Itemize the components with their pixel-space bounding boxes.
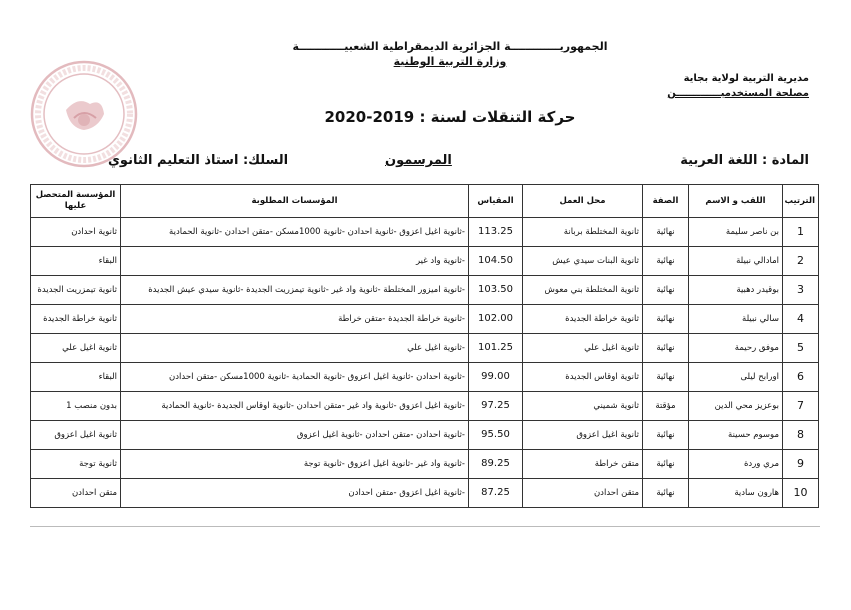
quality-cell: نهائية (643, 276, 689, 305)
name-cell: موفق رحيمة (689, 334, 783, 363)
workplace-cell: ثانوية اغيل اعزوق (523, 421, 643, 450)
name-cell: بوقيدر دهبية (689, 276, 783, 305)
col-score-header: المقياس (469, 185, 523, 218)
requested-cell: -ثانوية اغيل اعزوق -ثانوية احدادن -ثانوية 1000مسكن -متقن احدادن -ثانوية الحمادية (121, 218, 469, 247)
requested-cell: -ثانوية واد غير -ثانوية اغيل اعزوق -ثانوية توجة (121, 450, 469, 479)
service-label: مصلحة المستخدميـــــــــــــن (667, 88, 809, 99)
workplace-cell: ثانوية اوقاس الجديدة (523, 363, 643, 392)
quality-cell: نهائية (643, 479, 689, 508)
name-cell: بن ناصر سليمة (689, 218, 783, 247)
name-cell: سالي نبيلة (689, 305, 783, 334)
obtained-cell: ثانوية توجة (31, 450, 121, 479)
table-row (31, 392, 819, 421)
obtained-cell: متقن احدادن (31, 479, 121, 508)
score-cell: 95.50 (469, 421, 523, 450)
score-cell: 103.50 (469, 276, 523, 305)
table-row (31, 479, 819, 508)
requested-cell: -ثانوية واد غير (121, 247, 469, 276)
corps-label: السلك: استاذ التعليم الثانوي (108, 153, 289, 168)
workplace-cell: ثانوية شميني (523, 392, 643, 421)
rank-cell: 6 (783, 363, 819, 392)
rank-cell: 8 (783, 421, 819, 450)
directorate-label: مديرية التربية لولاية بجاية (683, 73, 809, 84)
table-row (31, 334, 819, 363)
quality-cell: مؤقتة (643, 392, 689, 421)
requested-cell: -ثانوية اغيل اعزوق -متقن احدادن (121, 479, 469, 508)
name-cell: بوعزيز محي الدين (689, 392, 783, 421)
workplace-cell: ثانوية المختلطة بربانة (523, 218, 643, 247)
rank-cell: 9 (783, 450, 819, 479)
workplace-cell: ثانوية اغيل علي (523, 334, 643, 363)
rank-cell: 4 (783, 305, 819, 334)
obtained-cell: البقاء (31, 363, 121, 392)
name-cell: امادالي نبيلة (689, 247, 783, 276)
rank-cell: 1 (783, 218, 819, 247)
status-label: المرسمون (385, 153, 452, 168)
name-cell: هارون سادية (689, 479, 783, 508)
col-name-header: اللقب و الاسم (689, 185, 783, 218)
workplace-cell: متقن خراطة (523, 450, 643, 479)
official-stamp-icon (28, 58, 140, 170)
quality-cell: نهائية (643, 218, 689, 247)
obtained-cell: بدون منصب 1 (31, 392, 121, 421)
requested-cell: -ثانوية احدادن -متقن احدادن -ثانوية اغيل اعزوق (121, 421, 469, 450)
requested-cell: -ثانوية اغيل علي (121, 334, 469, 363)
table-row (31, 363, 819, 392)
quality-cell: نهائية (643, 305, 689, 334)
rank-cell: 10 (783, 479, 819, 508)
obtained-cell: ثانوية اغيل اعزوق (31, 421, 121, 450)
transfer-table (30, 184, 819, 508)
subject-label: المادة : اللغة العربية (680, 153, 809, 168)
rank-cell: 5 (783, 334, 819, 363)
rank-cell: 2 (783, 247, 819, 276)
table-row (31, 247, 819, 276)
workplace-cell: ثانوية خراطة الجديدة (523, 305, 643, 334)
score-cell: 87.25 (469, 479, 523, 508)
obtained-cell: البقاء (31, 247, 121, 276)
table-row (31, 218, 819, 247)
score-cell: 89.25 (469, 450, 523, 479)
table-row (31, 305, 819, 334)
score-cell: 99.00 (469, 363, 523, 392)
col-workplace-header: محل العمل (523, 185, 643, 218)
table-row (31, 421, 819, 450)
quality-cell: نهائية (643, 450, 689, 479)
requested-cell: -ثانوية اميزور المختلطة -ثانوية واد غير -ثانوية تيمزريت الجديدة -ثانوية سيدي عيش الجديدة (121, 276, 469, 305)
col-requested-header: المؤسسات المطلوبة (121, 185, 469, 218)
requested-cell: -ثانوية خراطة الجديدة -متقن خراطة (121, 305, 469, 334)
table-header-row (31, 185, 819, 218)
col-obtained-header: المؤسسة المتحصل عليها (31, 185, 121, 218)
col-rank-header: الترتيب (783, 185, 819, 218)
col-quality-header: الصفة (643, 185, 689, 218)
republic-heading: الجمهوريـــــــــــــة الجزائرية الديمقراطية الشعبيــــــــــــة (292, 40, 608, 53)
quality-cell: نهائية (643, 421, 689, 450)
workplace-cell: ثانوية المختلطة بني معوش (523, 276, 643, 305)
obtained-cell: ثانوية خراطة الجديدة (31, 305, 121, 334)
name-cell: موسوم حسينة (689, 421, 783, 450)
requested-cell: -ثانوية احدادن -ثانوية اغيل اعزوق -ثانوية الحمادية -ثانوية 1000مسكن -متقن احدادن (121, 363, 469, 392)
obtained-cell: ثانوية تيمزريت الجديدة (31, 276, 121, 305)
quality-cell: نهائية (643, 363, 689, 392)
quality-cell: نهائية (643, 247, 689, 276)
score-cell: 104.50 (469, 247, 523, 276)
name-cell: اورابح ليلى (689, 363, 783, 392)
quality-cell: نهائية (643, 334, 689, 363)
page-title: حركة التنقلات لسنة : 2019-2020 (324, 108, 576, 126)
workplace-cell: متقن احدادن (523, 479, 643, 508)
score-cell: 97.25 (469, 392, 523, 421)
score-cell: 101.25 (469, 334, 523, 363)
rank-cell: 3 (783, 276, 819, 305)
table-row (31, 450, 819, 479)
obtained-cell: ثانوية اغيل علي (31, 334, 121, 363)
rank-cell: 7 (783, 392, 819, 421)
obtained-cell: ثانوية احدادن (31, 218, 121, 247)
ministry-heading: وزارة التربية الوطنية (393, 55, 507, 68)
requested-cell: -ثانوية اغيل اعزوق -ثانوية واد غير -متقن احدادن -ثانوية اوقاس الجديدة -ثانوية الحمادية (121, 392, 469, 421)
score-cell: 102.00 (469, 305, 523, 334)
table-row (31, 276, 819, 305)
name-cell: مري وردة (689, 450, 783, 479)
workplace-cell: ثانوية البنات سيدي عيش (523, 247, 643, 276)
page-divider (30, 526, 820, 527)
score-cell: 113.25 (469, 218, 523, 247)
